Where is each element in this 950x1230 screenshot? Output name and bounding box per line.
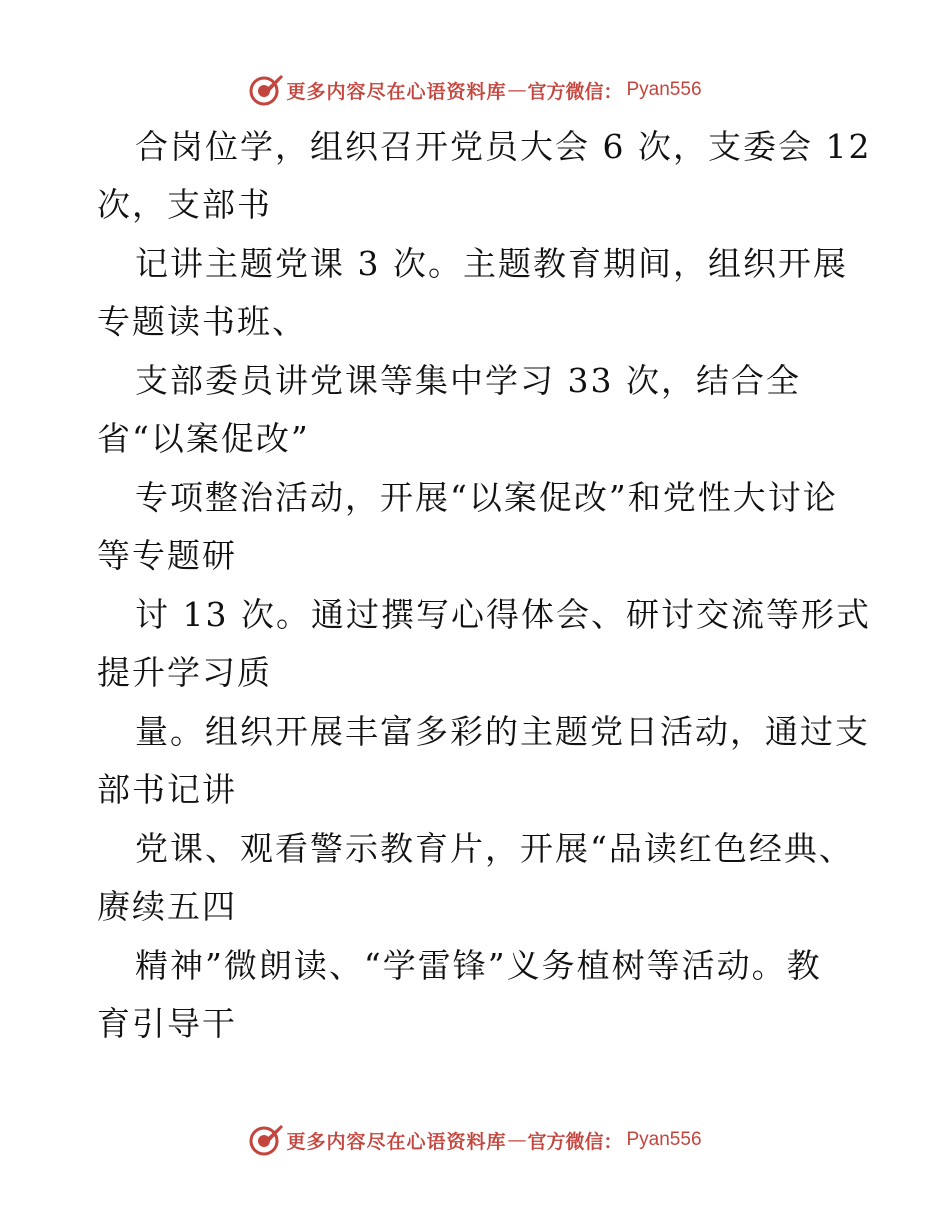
text-line: 赓续五四 bbox=[97, 887, 237, 926]
text-line: 专项整治活动，开展“以案促改”和党性大讨论 bbox=[135, 478, 838, 517]
watermark-wechat-label: 官方微信： bbox=[527, 80, 623, 103]
text-line: 提升学习质 bbox=[97, 653, 272, 692]
watermark-wechat-id: Pyan556 bbox=[626, 1129, 702, 1150]
text-line: 量。组织开展丰富多彩的主题党日活动，通过支 bbox=[135, 712, 870, 751]
pen-logo-icon bbox=[248, 72, 284, 108]
watermark-text: 更多内容尽在心语资料库 bbox=[286, 1130, 507, 1153]
text-line: 次，支部书 bbox=[97, 185, 272, 224]
text-line: 育引导干 bbox=[97, 1004, 237, 1043]
watermark-wechat-id: Pyan556 bbox=[626, 79, 702, 100]
text-line: 合岗位学，组织召开党员大会 6 次，支委会 12 bbox=[135, 127, 872, 166]
text-line: 等专题研 bbox=[97, 536, 237, 575]
watermark-separator: — bbox=[507, 79, 527, 101]
footer-watermark bbox=[0, 1120, 950, 1160]
text-line: 讨 13 次。通过撰写心得体会、研讨交流等形式 bbox=[135, 595, 871, 634]
header-watermark bbox=[0, 70, 950, 110]
watermark-separator: — bbox=[507, 1129, 527, 1151]
text-line: 支部委员讲党课等集中学习 33 次，结合全 bbox=[135, 361, 801, 400]
text-line: 部书记讲 bbox=[97, 770, 237, 809]
pen-logo-icon bbox=[248, 1122, 284, 1158]
text-line: 精神”微朗读、“学雷锋”义务植树等活动。教 bbox=[135, 946, 822, 985]
watermark-wechat-label: 官方微信： bbox=[527, 1130, 623, 1153]
text-line: 记讲主题党课 3 次。主题教育期间，组织开展 bbox=[135, 244, 848, 283]
text-line: 省“以案促改” bbox=[97, 419, 310, 458]
text-line: 专题读书班、 bbox=[97, 302, 307, 341]
text-line: 党课、观看警示教育片，开展“品读红色经典、 bbox=[135, 829, 854, 868]
watermark-text: 更多内容尽在心语资料库 bbox=[286, 80, 507, 103]
